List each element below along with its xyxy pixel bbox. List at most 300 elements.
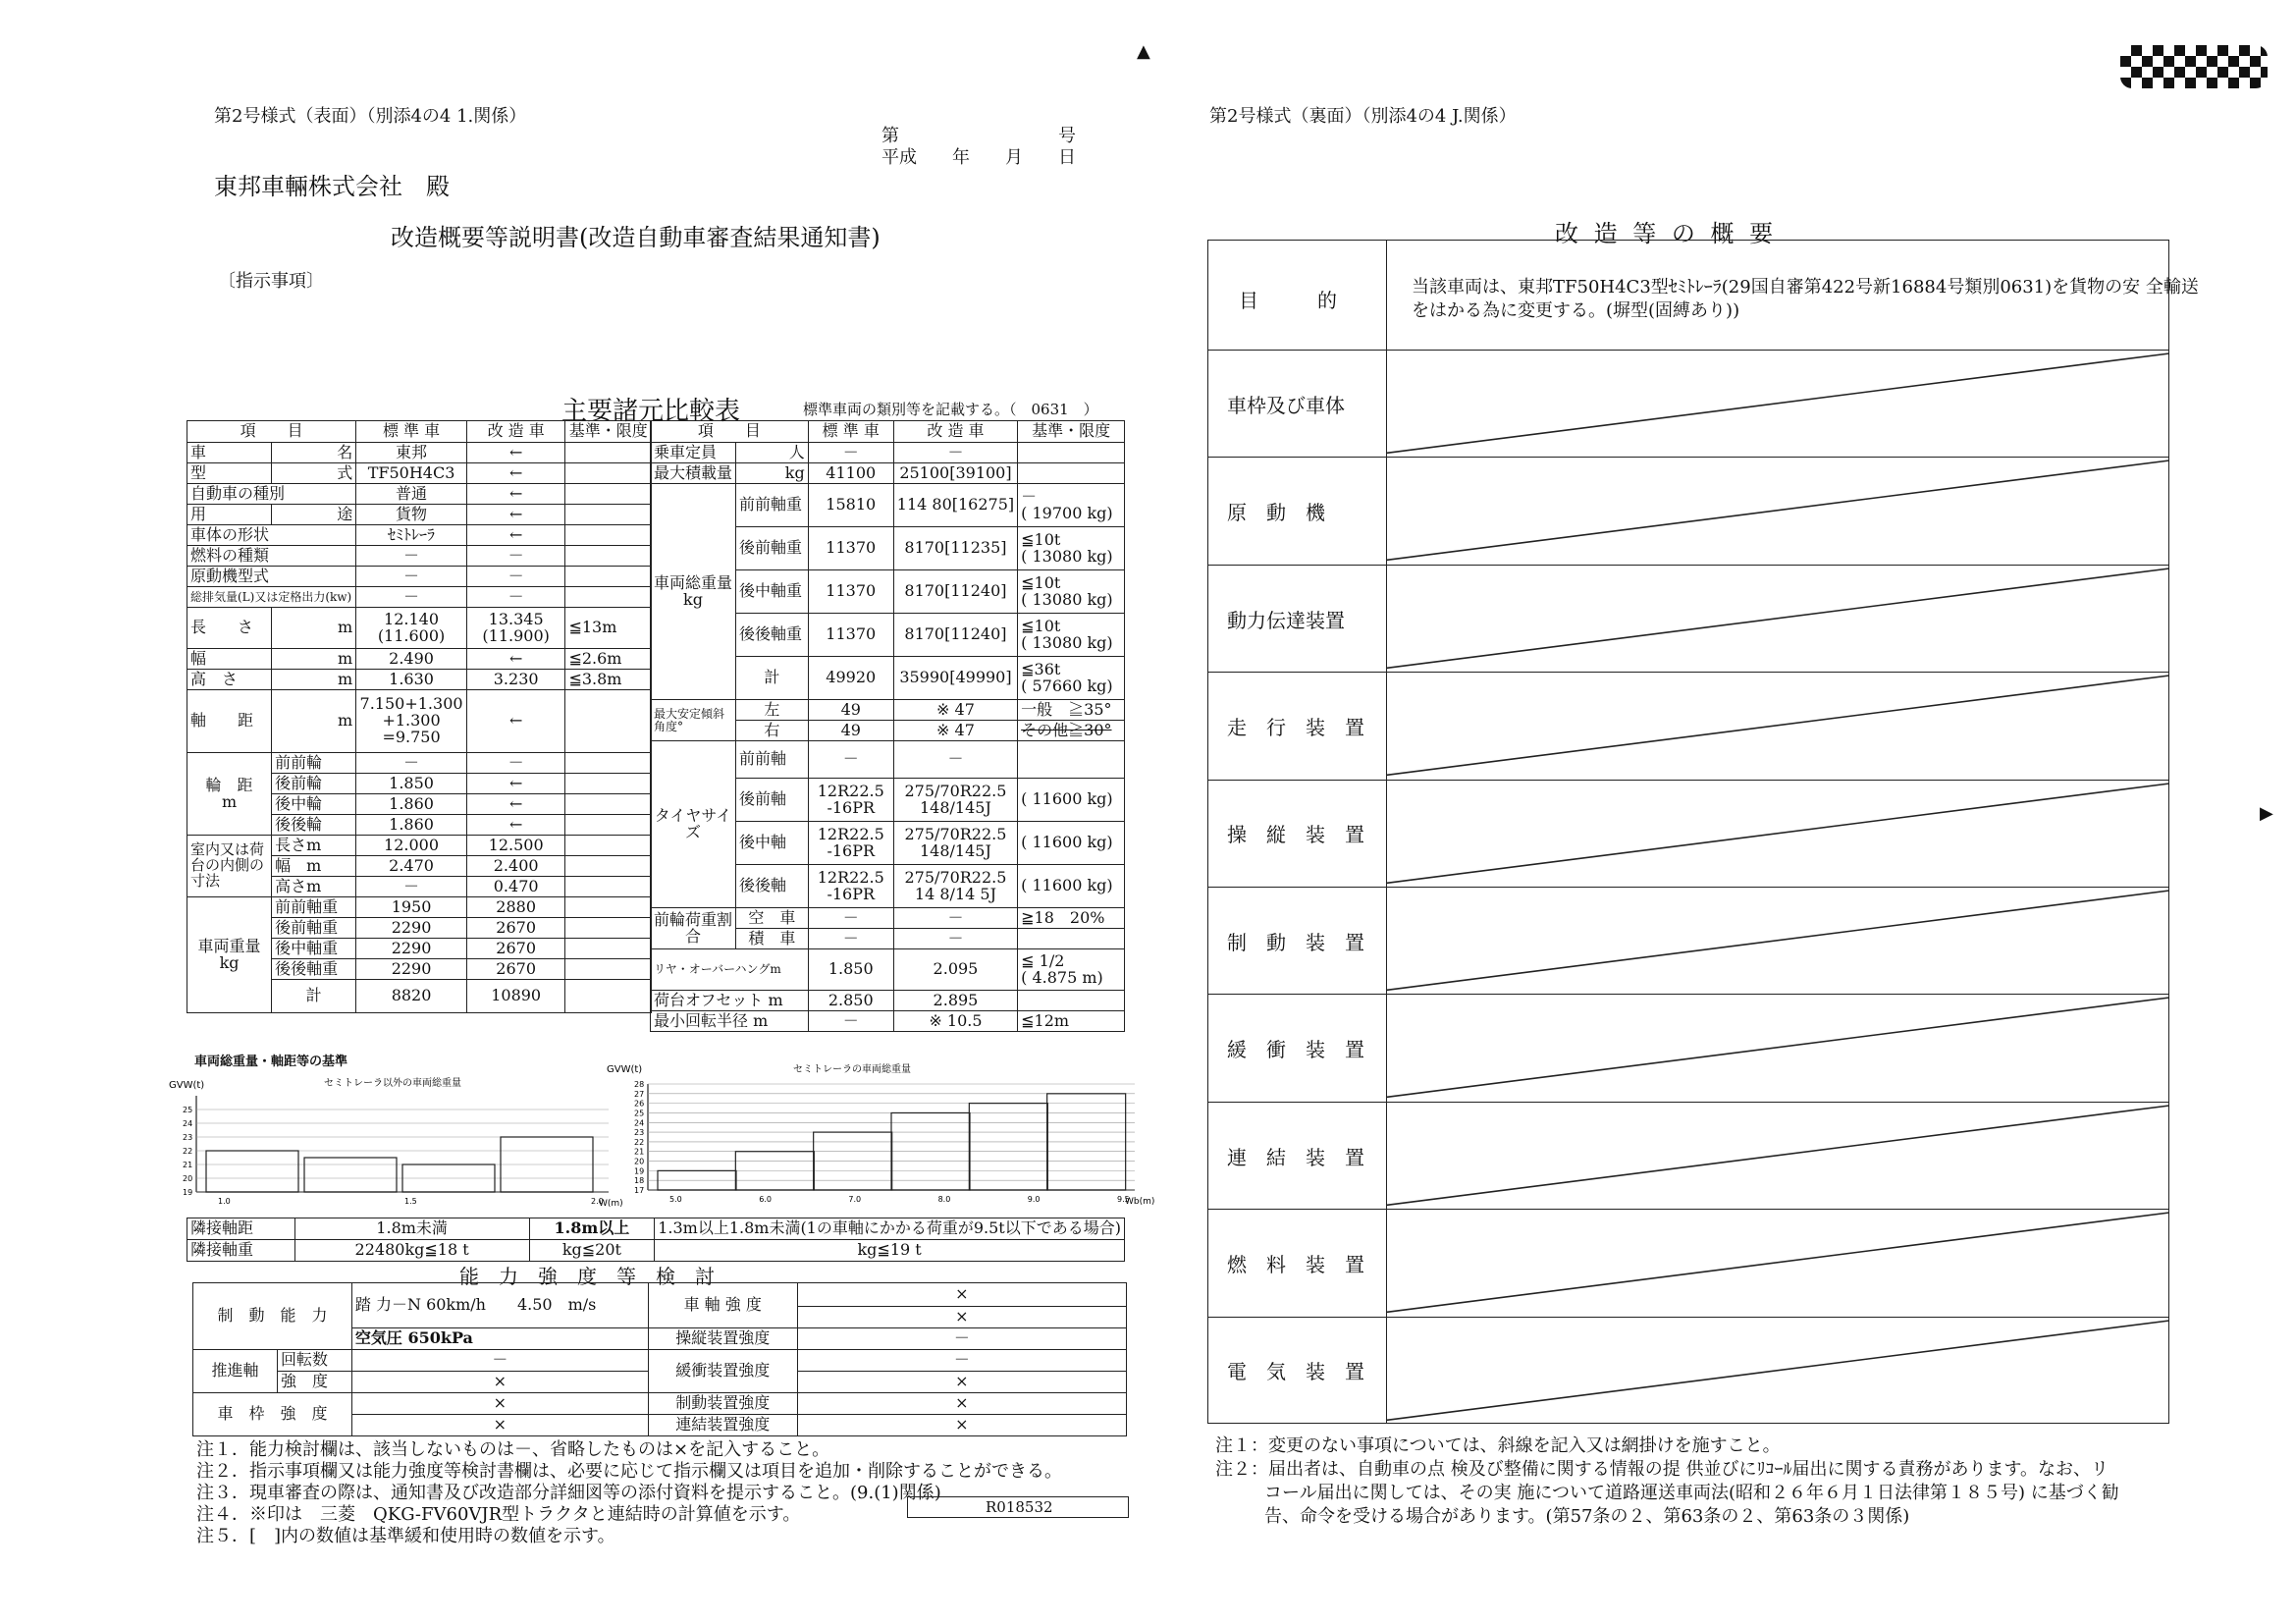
tread-std: 1.860	[356, 815, 467, 836]
y-tick-label: 25	[183, 1106, 193, 1114]
y-tick-label: 21	[634, 1147, 645, 1157]
x-tick-label: 9.5	[1117, 1195, 1130, 1204]
right-arrow-mark: ▶	[2260, 803, 2273, 824]
y-tick-label: 17	[634, 1186, 645, 1195]
row-label2: 式	[272, 463, 356, 484]
gross-axle: 計	[736, 657, 809, 700]
length-limit: ≦13m	[565, 608, 652, 649]
brake-line2: 空気圧 650kPa	[351, 1328, 648, 1350]
tire-std: 12R22.5 -16PR	[808, 822, 893, 865]
gross-std: 11370	[808, 570, 893, 614]
gross-std: 15810	[808, 484, 893, 527]
y-tick-label: 19	[634, 1166, 645, 1176]
mod-value: ←	[466, 505, 565, 525]
no-change-slash	[1386, 887, 2169, 994]
stab-side: 右	[736, 721, 809, 741]
tire-limit	[1018, 741, 1125, 779]
std-value: 普通	[356, 484, 467, 505]
row-label: 用	[187, 505, 272, 525]
no-change-slash	[1386, 672, 2169, 779]
chart1-title: セミトレーラ以外の車両総重量	[324, 1078, 461, 1089]
summary-title: 改 造 等 の 概 要	[1555, 220, 1778, 247]
drive-value: ×	[351, 1372, 648, 1393]
tread-mod: ←	[466, 774, 565, 794]
tire-mod: 275/70R22.5 14 8/14 5J	[893, 865, 1017, 908]
cargo-dim: 長さm	[272, 836, 356, 856]
right-form-id: 第2号様式（裏面）（別添4の4 J.関係）	[1209, 106, 1517, 127]
section-label: 走 行 装 置	[1227, 715, 1364, 739]
row-label2: 途	[272, 505, 356, 525]
adj-cell: 1.8m未満	[294, 1218, 529, 1240]
vw-std: 1950	[356, 897, 467, 918]
x-tick-label: 1.5	[404, 1197, 417, 1206]
no-change-slash	[1386, 1102, 2169, 1209]
offset-label: 荷台オフセット	[654, 990, 764, 1009]
drive-value: －	[351, 1350, 648, 1372]
vw-axle: 前前軸重	[272, 897, 356, 918]
checker-mark	[2120, 45, 2268, 88]
tread-std: 1.860	[356, 794, 467, 815]
y-tick-label: 22	[183, 1147, 193, 1156]
frontload-mod: －	[893, 929, 1017, 949]
overhang-unit: m	[770, 962, 781, 977]
gross-limit: ≦10t ( 13080 kg)	[1018, 614, 1125, 657]
mod-value: －	[466, 546, 565, 567]
gross-limit: ≦10t ( 13080 kg)	[1018, 527, 1125, 570]
gross-mod: 114 80[16275]	[893, 484, 1017, 527]
hdr-mod: 改 造 車	[466, 421, 565, 443]
gross-label: 車両総重量	[654, 572, 733, 592]
tread-mod: ←	[466, 815, 565, 836]
right-note-2b: コール届出に関しては、その実 施について道路運送車両法(昭和２６年６月１日法律第１８５号) に基づく勧	[1264, 1483, 2119, 1503]
turn-unit: m	[753, 1010, 769, 1030]
gross-std: 11370	[808, 527, 893, 570]
gross-mod: 8170[11240]	[893, 570, 1017, 614]
y-tick-label: 24	[634, 1118, 645, 1128]
adj-cell: 1.8m以上	[529, 1218, 655, 1240]
instructions-label: 〔指示事項〕	[218, 271, 324, 292]
strength-value: ×	[797, 1372, 1126, 1393]
width-limit: ≦2.6m	[565, 649, 652, 670]
y-tick-label: 27	[634, 1089, 645, 1099]
row-label: 燃料の種類	[187, 546, 356, 567]
maxload-mod: 25100[39100]	[893, 463, 1017, 484]
chart1-xlabel: W(m)	[599, 1199, 623, 1209]
x-tick-label: 6.0	[759, 1195, 772, 1204]
number-suffix: 号	[1058, 126, 1076, 146]
gross-limit: ≦10t ( 13080 kg)	[1018, 570, 1125, 614]
mod-value: ←	[466, 484, 565, 505]
vw-mod: 2670	[466, 959, 565, 980]
bar	[969, 1104, 1047, 1190]
section-label: 緩 衝 装 置	[1227, 1038, 1364, 1062]
vw-std: 2290	[356, 959, 467, 980]
cargo-mod: 2.400	[466, 856, 565, 877]
strength-label: 緩衝装置強度	[648, 1350, 797, 1393]
no-change-slash	[1386, 565, 2169, 672]
strength-label: 車 軸 強 度	[648, 1283, 797, 1328]
drive-r1: 回転数	[277, 1350, 351, 1372]
section-label: 燃 料 装 置	[1227, 1252, 1364, 1276]
stab-label: 最大安定傾斜角度°	[651, 700, 736, 741]
row-label: 車	[187, 443, 272, 463]
tread-axle: 前前輪	[272, 753, 356, 774]
tire-std: 12R22.5 -16PR	[808, 779, 893, 822]
strength-label: 連結装置強度	[648, 1415, 797, 1436]
gross-label-cell	[651, 484, 736, 700]
frontload-state: 積 車	[736, 929, 809, 949]
tire-axle: 後中軸	[736, 822, 809, 865]
right-note-1: 注１：変更のない事項については、斜線を記入又は網掛けを施すこと。	[1215, 1435, 1781, 1456]
no-change-slash	[1386, 350, 2169, 457]
strength-label: 操縦装置強度	[648, 1328, 797, 1350]
hdr-std: 標 準 車	[808, 421, 893, 443]
purpose-text-1: 当該車両は、東邦TF50H4C3型ｾﾐﾄﾚｰﾗ(29国自審第422号新16884号類別0631)を貨物の安 全輸送	[1412, 277, 2199, 298]
overhang-label: リヤ・オーバーハング	[654, 962, 771, 977]
section-label: 電 気 装 置	[1227, 1360, 1364, 1384]
adj-label: 隣接軸重	[187, 1240, 295, 1262]
no-change-slash	[1386, 994, 2169, 1101]
stab-limit: その他≧30°	[1018, 721, 1125, 741]
offset-std: 2.850	[808, 991, 893, 1011]
width-unit: m	[272, 649, 356, 670]
height-std: 1.630	[356, 670, 467, 690]
tire-axle: 前前軸	[736, 741, 809, 779]
tread-label	[187, 753, 272, 836]
x-tick-label: 2.0	[591, 1197, 604, 1206]
x-tick-label: 5.0	[669, 1195, 682, 1204]
vw-std: 2290	[356, 939, 467, 959]
length-mod: 13.345 (11.900)	[466, 608, 565, 649]
spec-table-right	[650, 420, 1125, 1032]
chart2	[607, 1060, 1156, 1219]
chart2-title: セミトレーラの車両総重量	[793, 1064, 911, 1075]
note-5: 注５．[ ]内の数値は基準緩和使用時の数値を示す。	[196, 1526, 615, 1546]
tire-limit: ( 11600 kg)	[1018, 779, 1125, 822]
row-label: 型	[187, 463, 272, 484]
y-tick-label: 19	[183, 1188, 193, 1197]
y-tick-label: 20	[634, 1157, 645, 1166]
height-unit: m	[272, 670, 356, 690]
hdr-item: 項 目	[651, 421, 809, 443]
hdr-item: 項 目	[187, 421, 356, 443]
std-value: －	[356, 587, 467, 608]
addressee: 東邦車輛株式会社 殿	[214, 173, 450, 200]
gross-limit: ≦36t ( 57660 kg)	[1018, 657, 1125, 700]
maxload-unit: kg	[736, 463, 809, 484]
tread-unit: m	[221, 791, 238, 811]
gross-unit: kg	[683, 589, 703, 609]
offset-unit: m	[768, 990, 783, 1009]
width-label: 幅	[187, 649, 272, 670]
tread-std: 1.850	[356, 774, 467, 794]
frontload-std: －	[808, 908, 893, 929]
height-label: 高 さ	[187, 670, 272, 690]
capacity-mod: －	[893, 443, 1017, 463]
spec-table-left	[187, 420, 652, 1013]
chart1-ylabel: GVW(t)	[169, 1080, 205, 1091]
turn-limit: ≦12m	[1018, 1011, 1125, 1032]
bar	[304, 1158, 397, 1192]
length-label: 長 さ	[187, 608, 272, 649]
turn-std: －	[808, 1011, 893, 1032]
right-note-2c: 告、命令を受ける場合があります。(第57条の２、第63条の２、第63条の３関係)	[1264, 1506, 1910, 1527]
gross-std: 11370	[808, 614, 893, 657]
tread-axle: 後前輪	[272, 774, 356, 794]
row-label: 原動機型式	[187, 567, 356, 587]
cargo-std: －	[356, 877, 467, 897]
x-tick-label: 7.0	[848, 1195, 862, 1204]
gross-mod: 8170[11235]	[893, 527, 1017, 570]
overhang-std: 1.850	[808, 949, 893, 991]
wheelbase-mod: ←	[466, 690, 565, 753]
strength-label: 制動装置強度	[648, 1393, 797, 1415]
turn-cell	[651, 1011, 809, 1032]
gross-std: 49920	[808, 657, 893, 700]
tire-std: 12R22.5 -16PR	[808, 865, 893, 908]
strength-value: ×	[797, 1283, 1126, 1307]
row-label: 車体の形状	[187, 525, 356, 546]
height-limit: ≦3.8m	[565, 670, 652, 690]
drive-r2: 強 度	[277, 1372, 351, 1393]
x-tick-label: 9.0	[1027, 1195, 1041, 1204]
gross-mod: 8170[11240]	[893, 614, 1017, 657]
tread-mod: －	[466, 753, 565, 774]
left-form-id: 第2号様式（表面）（別添4の4 1.関係）	[214, 106, 527, 127]
capacity-unit: 人	[736, 443, 809, 463]
chart2-xlabel: Wb(m)	[1125, 1197, 1155, 1207]
tire-mod: 275/70R22.5 148/145J	[893, 779, 1017, 822]
y-tick-label: 26	[634, 1099, 645, 1109]
adj-cell: 1.3m以上1.8m未満(1の車軸にかかる荷重が9.5t以下である場合)	[655, 1218, 1125, 1240]
cargo-label: 室内又は荷台の内側の寸法	[187, 836, 272, 897]
adj-cell: kg≦20t	[529, 1240, 655, 1262]
overhang-limit: ≦ 1/2 ( 4.875 m)	[1018, 949, 1125, 991]
strength-value: ×	[797, 1415, 1126, 1436]
purpose-text-2: をはかる為に変更する。(塀型(固縛あり))	[1412, 300, 1740, 321]
frontload-state: 空 車	[736, 908, 809, 929]
chart1	[167, 1072, 623, 1219]
std-value: －	[356, 567, 467, 587]
vw-label: 車両重量	[197, 936, 261, 955]
spec-title: 主要諸元比較表	[561, 397, 741, 426]
strength-value: ×	[797, 1393, 1126, 1415]
gross-axle: 後後軸重	[736, 614, 809, 657]
mod-value: ←	[466, 525, 565, 546]
brake-line1: 踏 力－N 60km/h 4.50 m/s	[351, 1283, 648, 1328]
vw-axle: 後後軸重	[272, 959, 356, 980]
ref-number: R018532	[986, 1498, 1053, 1516]
row-label: 自動車の種別	[187, 484, 356, 505]
frontload-label: 前輪荷重割合	[651, 908, 736, 949]
hdr-limit: 基準・限度	[1018, 421, 1125, 443]
stab-mod: ※ 47	[893, 700, 1017, 721]
wheelbase-label: 軸 距	[187, 690, 272, 753]
section-label: 連 結 装 置	[1227, 1145, 1364, 1169]
gross-axle: 後中軸重	[736, 570, 809, 614]
note-4: 注４．※印は 三菱 QKG-FV60VJR型トラクタと連結時の計算値を示す。	[196, 1504, 801, 1525]
length-std: 12.140 (11.600)	[356, 608, 467, 649]
doc-title: 改造概要等説明書(改造自動車審査結果通知書)	[391, 224, 881, 251]
section-label: 制 動 装 置	[1227, 930, 1364, 954]
brake-label: 制 動 能 力	[193, 1283, 352, 1350]
x-tick-label: 8.0	[937, 1195, 951, 1204]
mod-value: ←	[466, 463, 565, 484]
stab-mod: ※ 47	[893, 721, 1017, 741]
vw-mod: 2670	[466, 939, 565, 959]
top-arrow-mark: ▲	[1137, 41, 1150, 62]
gross-limit: － ( 19700 kg)	[1018, 484, 1125, 527]
cargo-dim: 幅 m	[272, 856, 356, 877]
y-tick-label: 25	[634, 1109, 645, 1118]
drive-label: 推進軸	[193, 1350, 278, 1393]
section-label: 動力伝達装置	[1227, 608, 1345, 632]
vw-std: 2290	[356, 918, 467, 939]
no-change-slash	[1386, 780, 2169, 887]
no-change-slash	[1386, 1317, 2169, 1424]
gross-axle: 後前軸重	[736, 527, 809, 570]
width-std: 2.490	[356, 649, 467, 670]
cargo-mod: 0.470	[466, 877, 565, 897]
axle-chart-title: 車両総重量・軸距等の基準	[194, 1055, 348, 1069]
y-tick-label: 28	[634, 1080, 645, 1089]
std-value: ｾﾐﾄﾚｰﾗ	[356, 525, 467, 546]
purpose-label: 目 的	[1239, 289, 1337, 312]
vw-axle: 計	[272, 980, 356, 1013]
capacity-std: －	[808, 443, 893, 463]
wheelbase-unit: m	[272, 690, 356, 753]
note-1: 注１．能力検討欄は、該当しないものは－、省略したものは×を記入すること。	[196, 1439, 830, 1460]
adj-cell: kg≦19 t	[655, 1240, 1125, 1262]
turn-label: 最小回転半径	[654, 1010, 749, 1030]
vw-label-cell	[187, 897, 272, 1013]
height-mod: 3.230	[466, 670, 565, 690]
tire-label: タイヤサイズ	[651, 741, 736, 908]
frontload-std: －	[808, 929, 893, 949]
mod-value: ←	[466, 443, 565, 463]
stab-limit: 一般 ≧35°	[1018, 700, 1125, 721]
tread-axle: 後中輪	[272, 794, 356, 815]
tire-axle: 後後軸	[736, 865, 809, 908]
overhang-cell	[651, 949, 809, 991]
row-label2: 名	[272, 443, 356, 463]
frontload-limit: ≧18 20%	[1018, 908, 1125, 929]
strength-value: －	[797, 1328, 1126, 1350]
tire-mod: －	[893, 741, 1017, 779]
frontload-mod: －	[893, 908, 1017, 929]
gross-axle: 前前軸重	[736, 484, 809, 527]
vw-axle: 後前軸重	[272, 918, 356, 939]
y-tick-label: 21	[183, 1161, 193, 1169]
std-value: 貨物	[356, 505, 467, 525]
stab-side: 左	[736, 700, 809, 721]
tire-std: －	[808, 741, 893, 779]
adj-cell: 22480kg≦18 t	[294, 1240, 529, 1262]
tire-limit: ( 11600 kg)	[1018, 865, 1125, 908]
note-2: 注２．指示事項欄又は能力強度等検討書欄は、必要に応じて指示欄又は項目を追加・削除することができる。	[196, 1461, 1062, 1482]
tread-label-text: 輪 距	[205, 775, 253, 794]
section-label: 原 動 機	[1227, 501, 1325, 525]
bar	[206, 1151, 298, 1192]
overhang-mod: 2.095	[893, 949, 1017, 991]
cargo-dim: 高さm	[272, 877, 356, 897]
frame-value: ×	[351, 1415, 648, 1436]
strength-title: 能 力 強 度 等 検 討	[459, 1265, 715, 1288]
gross-mod: 35990[49990]	[893, 657, 1017, 700]
number-label: 第	[881, 126, 899, 146]
length-unit: m	[272, 608, 356, 649]
y-tick-label: 20	[183, 1174, 193, 1183]
cargo-std: 2.470	[356, 856, 467, 877]
date-label: 平成 年 月 日	[881, 147, 1076, 168]
std-value: －	[356, 546, 467, 567]
std-value: TF50H4C3	[356, 463, 467, 484]
section-label: 車枠及び車体	[1227, 393, 1345, 417]
adj-label: 隣接軸距	[187, 1218, 295, 1240]
cargo-std: 12.000	[356, 836, 467, 856]
offset-cell	[651, 991, 809, 1011]
right-note-2a: 注２：届出者は、自動車の点 検及び整備に関する情報の提 供並びにﾘｺｰﾙ届出に関する責務があります。なお、リ	[1215, 1459, 2109, 1480]
capacity-label: 乗車定員	[651, 443, 736, 463]
y-tick-label: 22	[634, 1137, 645, 1147]
note-3: 注３．現車審査の際は、通知書及び改造部分詳細図等の添付資料を提示すること。(9.(1)関係)	[196, 1483, 941, 1503]
hdr-mod: 改 造 車	[893, 421, 1017, 443]
mod-value: －	[466, 587, 565, 608]
offset-mod: 2.895	[893, 991, 1017, 1011]
vw-mod: 10890	[466, 980, 565, 1013]
tire-mod: 275/70R22.5 148/145J	[893, 822, 1017, 865]
hdr-limit: 基準・限度	[565, 421, 652, 443]
maxload-std: 41100	[808, 463, 893, 484]
tire-axle: 後前軸	[736, 779, 809, 822]
y-tick-label: 23	[183, 1133, 193, 1142]
x-tick-label: 1.0	[218, 1197, 231, 1206]
tire-limit: ( 11600 kg)	[1018, 822, 1125, 865]
chart2-ylabel: GVW(t)	[607, 1064, 643, 1075]
adjacent-table	[187, 1218, 1125, 1262]
tread-mod: ←	[466, 794, 565, 815]
mod-value: －	[466, 567, 565, 587]
turn-mod: ※ 10.5	[893, 1011, 1017, 1032]
frame-value: ×	[351, 1393, 648, 1415]
width-mod: ←	[466, 649, 565, 670]
std-value: 東邦	[356, 443, 467, 463]
no-change-slash	[1386, 457, 2169, 564]
stab-std: 49	[808, 721, 893, 741]
maxload-label: 最大積載量	[651, 463, 736, 484]
vw-std: 8820	[356, 980, 467, 1013]
y-tick-label: 18	[634, 1176, 645, 1186]
stab-std: 49	[808, 700, 893, 721]
y-tick-label: 23	[634, 1128, 645, 1138]
frame-label: 車 枠 強 度	[193, 1393, 352, 1436]
vw-mod: 2880	[466, 897, 565, 918]
vw-unit: kg	[219, 952, 240, 972]
vw-mod: 2670	[466, 918, 565, 939]
tread-axle: 後後輪	[272, 815, 356, 836]
hdr-std: 標 準 車	[356, 421, 467, 443]
section-label: 操 縦 装 置	[1227, 823, 1364, 847]
strength-value: －	[797, 1350, 1126, 1372]
cargo-mod: 12.500	[466, 836, 565, 856]
spec-note: 標準車両の類別等を記載する。（ 0631 ）	[803, 401, 1098, 418]
strength-value: ×	[797, 1307, 1126, 1328]
tread-std: －	[356, 753, 467, 774]
strength-table	[192, 1282, 1127, 1436]
row-label: 総排気量(L)又は定格出力(kw)	[187, 587, 356, 608]
wheelbase-std: 7.150+1.300 +1.300 =9.750	[356, 690, 467, 753]
y-tick-label: 24	[183, 1119, 193, 1128]
